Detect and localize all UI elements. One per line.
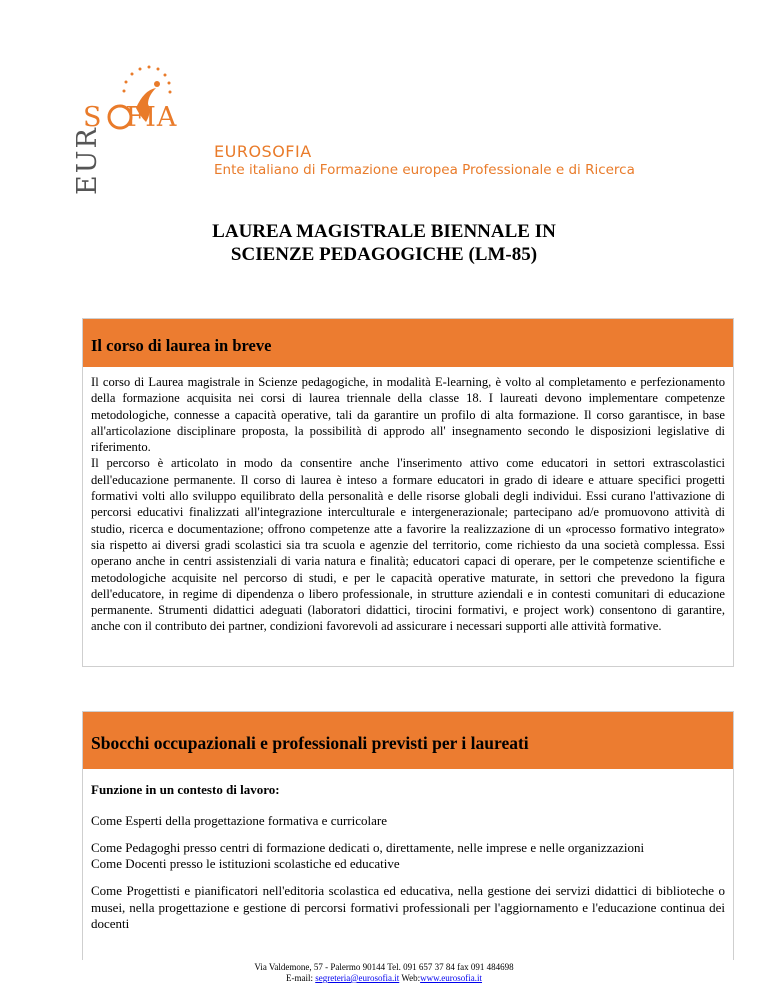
list-item: Come Progettisti e pianificatori nell'editoria scolastica ed educativa, nella gestione dei servizi didattici di biblioteche o musei, nella progettazione e gestione di percorsi formativi professionali per l'aggiornamento e l'educazione continua dei docenti (91, 883, 725, 931)
section-body (83, 367, 733, 635)
title-line-1: LAUREA MAGISTRALE BIENNALE IN (212, 221, 556, 242)
function-label: Funzione in un contesto di lavoro: (91, 782, 280, 797)
footer-address: Via Valdemone, 57 - Palermo 90144 Tel. 091 657 37 84 fax 091 484698 (254, 962, 514, 972)
org-name: EUROSOFIA (214, 142, 312, 161)
section-header (83, 712, 733, 769)
title-line-2: SCIENZE PEDAGOGICHE (LM-85) (230, 244, 538, 265)
eurosofia-logo (72, 60, 198, 195)
section-header (83, 319, 733, 367)
list-item: Come Pedagoghi presso centri di formazione dedicati o, direttamente, nelle imprese e nelle organizzazioni Come Docenti presso le istituzioni scolastiche ed educative (91, 839, 645, 871)
page-footer (0, 962, 768, 984)
logo-wordmark: S FIA (83, 102, 178, 133)
website-link[interactable]: www.eurosofia.it (420, 973, 483, 983)
email-link[interactable]: segreteria@eurosofia.it (315, 973, 400, 983)
section-body (83, 769, 733, 933)
org-header (214, 142, 635, 178)
paragraph: Il percorso è articolato in modo da consentire anche l'inserimento attivo come educatori in settori extrascolastici dell'educazione permanente. Il corso di laurea è inteso a formare educatori in grado di ideare e attuare specifici progetti formativi volti allo sviluppo equilibrato della personalità e delle risorse globali degli individui. Essi curano l'attivazione di percorsi educativi finalizzati all'integrazione interculturale e intergenerazionale; partecipano ad/e promuovono attività di studio, ricerca e documentazione; offrono competenze atte a favorire la realizzazione di un «processo formativo integrato» sia rispetto ai diversi gradi scolastici sia tra scuola e agenzie del territorio, come richiesto da una società complessa. Essi operano anche in centri assistenziali di varia natura e finalità; educatori capaci di operare, per le competenze scientifiche e metodologiche acquisite nel percorso di studi, e per le capacità operative maturate, in settori che prevedono la figura dell'educatore, in regime di dipendenza o libero professionale, in strutture aziendali e in contesti comunitari di educazione permanente. Strumenti didattici adeguati (laboratori didattici, tirocini formativi, e project work) consentono di garantire, anche con il contributo dei partner, condizioni favorevoli ad assicurare i necessari supporti alle attività formative. (91, 456, 725, 634)
list-item: Come Esperti della progettazione formativa e curricolare (91, 812, 387, 828)
logo-vertical-text: EUR (72, 126, 103, 195)
org-subtitle: Ente italiano di Formazione europea Professionale e di Ricerca (214, 162, 635, 178)
section-heading: Il corso di laurea in breve (91, 336, 272, 355)
course-summary-section (82, 318, 734, 667)
section-heading: Sbocchi occupazionali e professionali previsti per i laureati (91, 733, 529, 753)
document-title (0, 220, 768, 266)
paragraph: Il corso di Laurea magistrale in Scienze pedagogiche, in modalità E-learning, è volto al completamento e perfezionamento della formazione acquisita nei corsi di laurea triennale della classe 18. I laureati devono implementare competenze metodologiche, connesse a capacità operative, tali da garantire un profilo di alta formazione. Il corso garantisce, in base all'articolazione disciplinare proposta, la possibilità di approdo all' insegnamento secondo le disposizioni legislative di riferimento. (91, 375, 725, 455)
footer-contacts: E-mail: segreteria@eurosofia.it Web:www.eurosofia.it (285, 973, 483, 983)
career-outcomes-section (82, 711, 734, 960)
